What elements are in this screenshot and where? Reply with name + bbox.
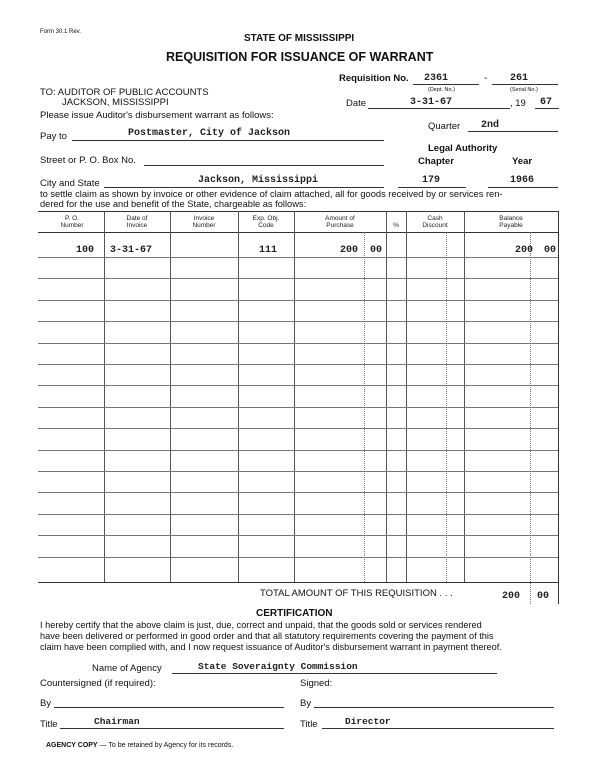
form-title: REQUISITION FOR ISSUANCE OF WARRANT [166, 50, 434, 64]
form-id: Form 30.1 Rev. [40, 29, 81, 35]
row-rule [38, 407, 558, 408]
date-year: 67 [540, 97, 553, 108]
col-divider [238, 211, 239, 582]
city-value: Jackson, Mississippi [198, 175, 319, 186]
row-rule [38, 343, 558, 344]
table-right-border [558, 211, 559, 604]
col-divider [386, 211, 387, 582]
year-label: Year [512, 156, 533, 167]
table-bottom-border [38, 582, 558, 583]
city-label: City and State [40, 178, 100, 189]
quarter-label: Quarter [428, 121, 461, 132]
certification-line-3: claim have been complied with, and I now request issuance of Auditor's disbursement warrant in payment thereof. [40, 642, 502, 652]
by-label-right: By [300, 698, 312, 709]
quarter-line [468, 131, 558, 132]
agency-line [172, 673, 497, 674]
row-rule [38, 257, 558, 258]
requisition-label: Requisition No. [339, 73, 409, 84]
title-value-right: Director [345, 716, 391, 727]
to-line-2: JACKSON, MISSISSIPPI [62, 97, 169, 108]
chapter-line [398, 187, 466, 188]
serial-no-line [492, 84, 558, 85]
certification-title: CERTIFICATION [256, 608, 333, 619]
title-line-left [60, 728, 284, 729]
countersigned-label: Countersigned (if required): [40, 678, 156, 689]
by-label-left: By [40, 698, 52, 709]
header-date: Date of Invoice [126, 215, 148, 229]
requisition-dash: - [484, 73, 488, 84]
agency-label: Name of Agency [92, 663, 162, 674]
footer-note [46, 742, 233, 749]
legal-authority-title: Legal Authority [428, 143, 498, 154]
year-line [488, 187, 558, 188]
header-cash-discount: Cash Discount [422, 215, 448, 229]
row-rule [38, 514, 558, 515]
row-rule [38, 492, 558, 493]
date-line [368, 108, 510, 109]
state-title: STATE OF MISSISSIPPI [244, 33, 355, 44]
row-balance-dollars: 200 [515, 245, 534, 256]
serial-no-caption: (Serial No.) [510, 87, 538, 93]
row-exp-code: 111 [259, 245, 278, 256]
col-divider [294, 211, 295, 582]
row-amount-cents: 00 [370, 245, 383, 256]
row-rule [38, 450, 558, 451]
city-line [104, 187, 384, 188]
header-invoice: Invoice Number [192, 215, 216, 229]
header-exp-obj: Exp. Obj. Code [252, 215, 280, 229]
dept-no-line [413, 84, 479, 85]
total-dollars: 200 [502, 591, 521, 602]
title-label-right: Title [300, 719, 318, 730]
header-balance: Balance Payable [499, 215, 523, 229]
certification-line-1: I hereby certify that the above claim is just, due, correct and unpaid, that the goods sold or services rendered [40, 620, 482, 630]
header-po: P. O. Number [60, 215, 84, 229]
row-rule [38, 471, 558, 472]
certification-line-2: have been delivered or performed in good order and that all statutory requirements covering the payment of this [40, 631, 494, 641]
pay-to-value: Postmaster, City of Jackson [128, 128, 291, 139]
table-top-border [38, 211, 558, 212]
street-line [144, 165, 384, 166]
date-label: Date [346, 98, 367, 109]
to-line-3: Please issue Auditor's disbursement warrant as follows: [40, 110, 274, 121]
title-value-left: Chairman [94, 716, 140, 727]
date-value: 3-31-67 [410, 97, 453, 108]
agency-value: State Soveraignty Commission [198, 661, 358, 672]
header-percent: % [393, 222, 399, 229]
chapter-label: Chapter [418, 156, 454, 167]
total-label: TOTAL AMOUNT OF THIS REQUISITION . . . [260, 588, 453, 599]
footer-bold: AGENCY COPY [46, 742, 98, 749]
signed-label: Signed: [300, 678, 333, 689]
row-rule [38, 300, 558, 301]
dept-no-value: 2361 [424, 73, 449, 84]
dept-no-caption: (Dept. No.) [428, 87, 455, 93]
header-amount: Amount of Purchase [325, 215, 355, 229]
row-invoice-date: 3-31-67 [110, 245, 153, 256]
row-rule [38, 278, 558, 279]
settle-text-1: to settle claim as shown by invoice or other evidence of claim attached, all for goods received by or services ren- [40, 189, 503, 199]
col-divider [170, 211, 171, 582]
col-divider [104, 211, 105, 582]
pay-to-label: Pay to [40, 131, 67, 142]
street-label: Street or P. O. Box No. [40, 155, 136, 166]
settle-text-2: dered for the use and benefit of the State, chargeable as follows: [40, 199, 307, 209]
row-rule [38, 428, 558, 429]
table-header-border [38, 232, 558, 233]
title-label-left: Title [40, 719, 58, 730]
date-year-line [535, 108, 559, 109]
by-line-right [314, 707, 554, 708]
row-amount-dollars: 200 [340, 245, 359, 256]
row-rule [38, 321, 558, 322]
by-line-left [54, 707, 284, 708]
col-divider [406, 211, 407, 582]
row-po-number: 100 [76, 245, 95, 256]
row-rule [38, 364, 558, 365]
row-rule [38, 535, 558, 536]
row-rule [38, 385, 558, 386]
year-value: 1966 [510, 175, 535, 186]
row-balance-cents: 00 [544, 245, 557, 256]
col-divider [464, 211, 465, 582]
footer-rest: — To be retained by Agency for its records. [97, 742, 234, 749]
title-line-right [322, 728, 554, 729]
to-line-1: TO: AUDITOR OF PUBLIC ACCOUNTS [40, 87, 209, 98]
col-cents-divider [530, 232, 531, 604]
pay-to-line [72, 140, 384, 141]
row-rule [38, 557, 558, 558]
chapter-value: 179 [422, 175, 441, 186]
date-year-prefix: , 19 [510, 98, 526, 109]
serial-no-value: 261 [510, 73, 529, 84]
total-cents: 00 [537, 591, 550, 602]
quarter-value: 2nd [481, 120, 500, 131]
